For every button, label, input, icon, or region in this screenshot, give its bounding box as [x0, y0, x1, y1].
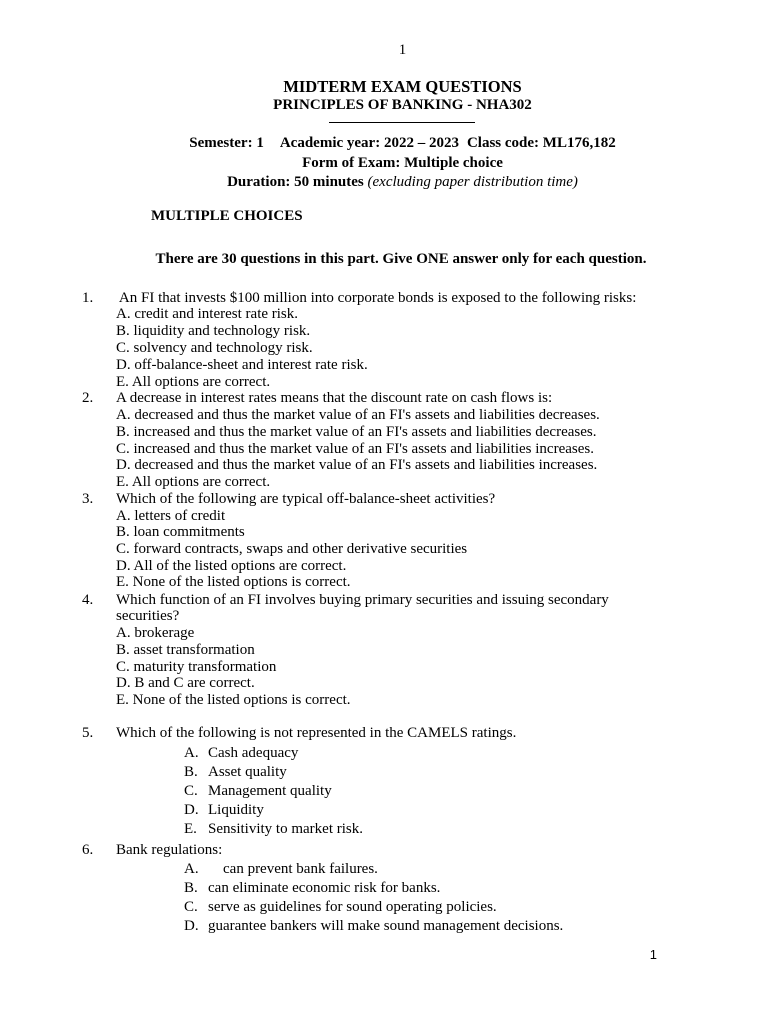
option-c: C. increased and thus the market value of an FI's assets and liabilities increases.: [116, 441, 594, 457]
option-letter: B.: [184, 880, 198, 896]
question-text: A decrease in interest rates means that the discount rate on cash flows is:: [116, 390, 553, 406]
option-d: D. off-balance-sheet and interest rate risk.: [116, 357, 368, 373]
option-a: [184, 745, 298, 762]
option-letter: A.: [184, 861, 199, 877]
option-text: Cash adequacy: [208, 745, 299, 761]
option-a: [184, 861, 378, 878]
option-a: A. credit and interest rate risk.: [116, 306, 299, 322]
option-b: B. increased and thus the market value of an FI's assets and liabilities decreases.: [116, 424, 597, 440]
option-e: E. None of the listed options is correct.: [116, 692, 351, 708]
exam-form: Form of Exam: Multiple choice: [302, 155, 503, 171]
option-c: C. maturity transformation: [116, 659, 277, 675]
question-text-line-1: Which function of an FI involves buying primary securities and issuing secondary: [116, 592, 609, 608]
option-text: can eliminate economic risk for banks.: [208, 880, 441, 896]
option-d: D. B and C are correct.: [116, 675, 255, 691]
option-d: D. All of the listed options are correct.: [116, 558, 347, 574]
exam-title: MIDTERM EXAM QUESTIONS: [283, 77, 522, 96]
option-letter: E.: [184, 821, 197, 837]
question-number: 5.: [82, 725, 94, 741]
question-number: 1.: [82, 290, 94, 306]
question-text-line-2: securities?: [116, 608, 180, 624]
section-title: MULTIPLE CHOICES: [151, 208, 303, 224]
option-letter: B.: [184, 764, 198, 780]
exam-subtitle: PRINCIPLES OF BANKING - NHA302: [273, 97, 532, 113]
option-c: C. forward contracts, swaps and other derivative securities: [116, 541, 468, 557]
class-code: Class code: ML176,182: [466, 135, 616, 151]
option-b: [184, 764, 287, 781]
option-d: [184, 802, 264, 819]
exam-info-line: [0, 135, 768, 152]
option-letter: C.: [184, 783, 198, 799]
instructions: There are 30 questions in this part. Give ONE answer only for each question.: [155, 251, 647, 267]
option-b: B. liquidity and technology risk.: [116, 323, 311, 339]
option-a: A. letters of credit: [116, 508, 226, 524]
option-letter: A.: [184, 745, 199, 761]
academic-year: Academic year: 2022 – 2023: [279, 135, 459, 151]
option-d: [184, 918, 563, 935]
option-text: can prevent bank failures.: [208, 861, 378, 877]
question-text: Bank regulations:: [116, 842, 223, 858]
exam-duration: Duration: 50 minutes: [227, 174, 364, 190]
option-a: A. brokerage: [116, 625, 195, 641]
page-number-top: 1: [398, 42, 407, 58]
option-letter: D.: [184, 918, 199, 934]
option-a: A. decreased and thus the market value of an FI's assets and liabilities decreases.: [116, 407, 600, 423]
question-text: Which of the following are typical off-balance-sheet activities?: [116, 491, 496, 507]
option-letter: D.: [184, 802, 199, 818]
option-text: Asset quality: [208, 764, 287, 780]
option-c: C. solvency and technology risk.: [116, 340, 313, 356]
option-e: [184, 821, 363, 838]
option-text: Liquidity: [208, 802, 264, 818]
semester: Semester: 1: [189, 135, 264, 151]
option-text: serve as guidelines for sound operating policies.: [208, 899, 497, 915]
option-d: D. decreased and thus the market value of an FI's assets and liabilities increases.: [116, 457, 598, 473]
duration-note: (excluding paper distribution time): [367, 174, 578, 190]
question-text: An FI that invests $100 million into corporate bonds is exposed to the following risks:: [116, 290, 637, 306]
option-c: [184, 783, 332, 800]
question-number: 6.: [82, 842, 94, 858]
option-b: B. asset transformation: [116, 642, 255, 658]
option-text: Management quality: [208, 783, 332, 799]
question-number: 2.: [82, 390, 94, 406]
option-e: E. All options are correct.: [116, 374, 271, 390]
title-divider: [329, 122, 475, 123]
question-number: 3.: [82, 491, 94, 507]
exam-duration-line: [0, 174, 768, 191]
option-e: E. All options are correct.: [116, 474, 271, 490]
page-number-footer: 1: [649, 947, 657, 962]
question-text: Which of the following is not represented in the CAMELS ratings.: [116, 725, 517, 741]
option-c: [184, 899, 497, 916]
question-number: 4.: [82, 592, 94, 608]
option-letter: C.: [184, 899, 198, 915]
option-text: Sensitivity to market risk.: [208, 821, 363, 837]
option-b: B. loan commitments: [116, 524, 245, 540]
option-b: [184, 880, 440, 897]
option-text: guarantee bankers will make sound management decisions.: [208, 918, 564, 934]
option-e: E. None of the listed options is correct.: [116, 574, 351, 590]
